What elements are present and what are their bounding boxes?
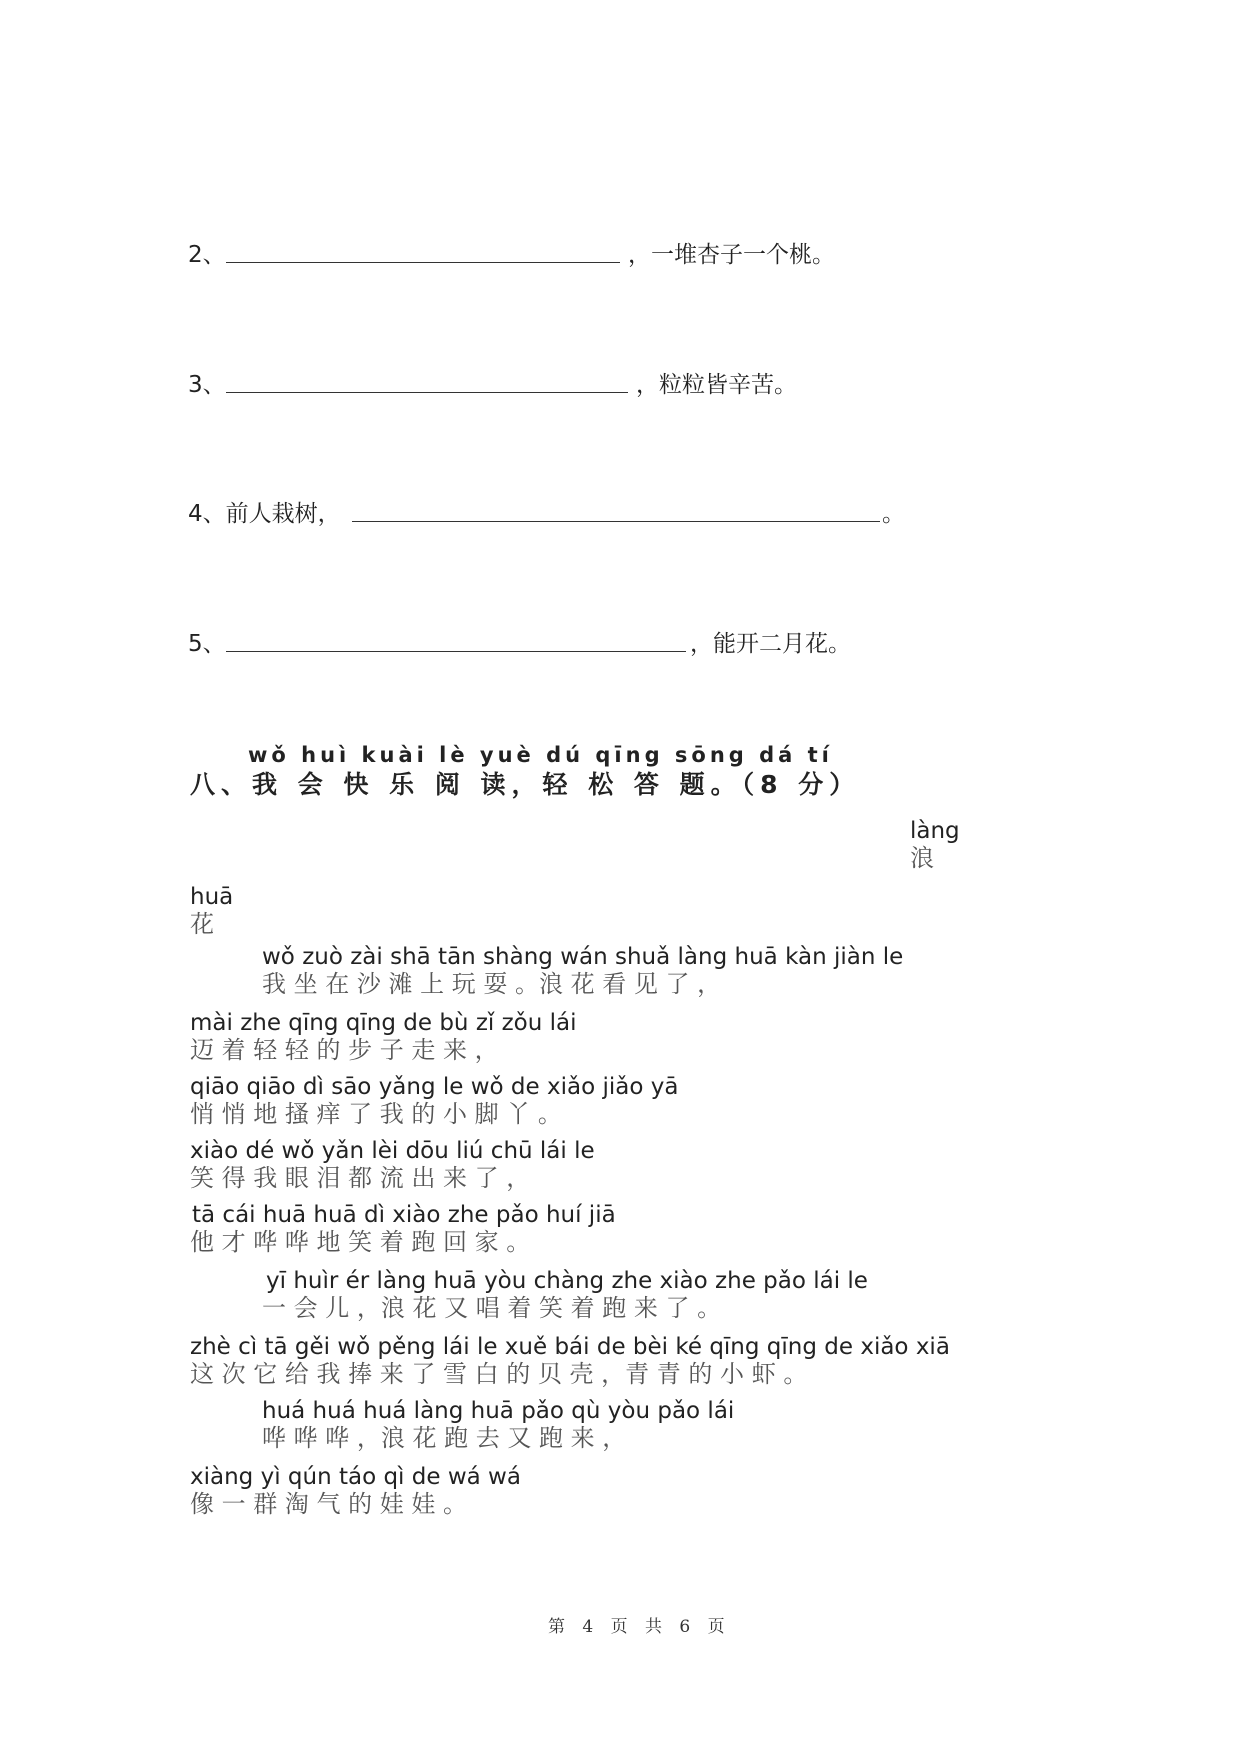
question-4 [188,495,341,528]
page-footer: 第 4 页 共 6 页 [548,1617,731,1637]
poem-line-pinyin: mài zhe qīng qīng de bù zǐ zǒu lái [190,1010,577,1036]
poem-line-hanzi: 他 才 哗 哗 地 笑 着 跑 回 家 。 [190,1228,531,1256]
poem-line-pinyin: xiào dé wǒ yǎn lèi dōu liú chū lái le [190,1138,595,1164]
question-text: ，粒粒皆辛苦。 [636,372,797,398]
poem-line-hanzi: 笑 得 我 眼 泪 都 流 出 来 了 ， [190,1164,531,1192]
poem-line-pinyin: yī huìr ér làng huā yòu chàng zhe xiào zhe pǎo lái le [266,1268,868,1294]
poem-line-hanzi: 一 会 儿 ，浪 花 又 唱 着 笑 着 跑 来 了 。 [262,1294,722,1322]
poem-line-pinyin: huá huá huá làng huā pǎo qù yòu pǎo lái [262,1398,735,1424]
poem-line-pinyin: zhè cì tā gěi wǒ pěng lái le xuě bái de bèi ké qīng qīng de xiǎo xiā [190,1334,950,1360]
poem-line-pinyin: tā cái huā huā dì xiào zhe pǎo huí jiā [192,1202,616,1228]
poem-line-pinyin: xiàng yì qún táo qì de wá wá [190,1464,521,1490]
question-text: 。 [882,501,905,527]
poem-line-hanzi: 我 坐 在 沙 滩 上 玩 耍 。浪 花 看 见 了 ， [262,970,722,998]
poem-line-pinyin: wǒ zuò zài shā tān shàng wán shuǎ làng huā kàn jiàn le [262,944,904,970]
question-prefix: 前人栽树， [225,501,341,527]
poem-line-hanzi: 这 次 它 给 我 捧 来 了 雪 白 的 贝 壳 ，青 青 的 小 虾 。 [190,1360,808,1388]
answer-blank-4[interactable] [352,521,880,522]
section-8-title: 八、我 会 快 乐 阅 读，轻 松 答 题。（8 分） [190,770,861,799]
poem-line-hanzi: 迈 着 轻 轻 的 步 子 走 来 ， [190,1036,499,1064]
question-text: ，能开二月花。 [690,631,851,657]
answer-blank-3[interactable] [226,392,628,393]
poem-line-pinyin: qiāo qiāo dì sāo yǎng le wǒ de xiǎo jiǎo yā [190,1074,679,1100]
question-2 [188,236,226,269]
poem-line-hanzi: 哗 哗 哗 ，浪 花 跑 去 又 跑 来 ， [262,1424,627,1452]
poem-line-hanzi: 悄 悄 地 搔 痒 了 我 的 小 脚 丫 。 [190,1100,562,1128]
answer-blank-5[interactable] [226,651,686,652]
question-3 [188,366,226,399]
poem-line-hanzi: 像 一 群 淘 气 的 娃 娃 。 [190,1490,468,1518]
answer-blank-2[interactable] [226,262,620,263]
poem-title-pinyin-1: làng [910,818,960,844]
question-number: 5、 [188,631,226,657]
question-number: 2、 [188,242,226,268]
section-8-pinyin: wǒ huì kuài lè yuè dú qīng sōng dá tí [248,743,833,767]
question-text: ，一堆杏子一个桃。 [628,242,835,268]
poem-title-hanzi-2: 花 [190,910,214,938]
question-5 [188,625,226,658]
poem-title-hanzi-1: 浪 [910,844,934,872]
question-number: 4、 [188,501,226,527]
question-number: 3、 [188,372,226,398]
poem-title-pinyin-2: huā [190,884,234,910]
